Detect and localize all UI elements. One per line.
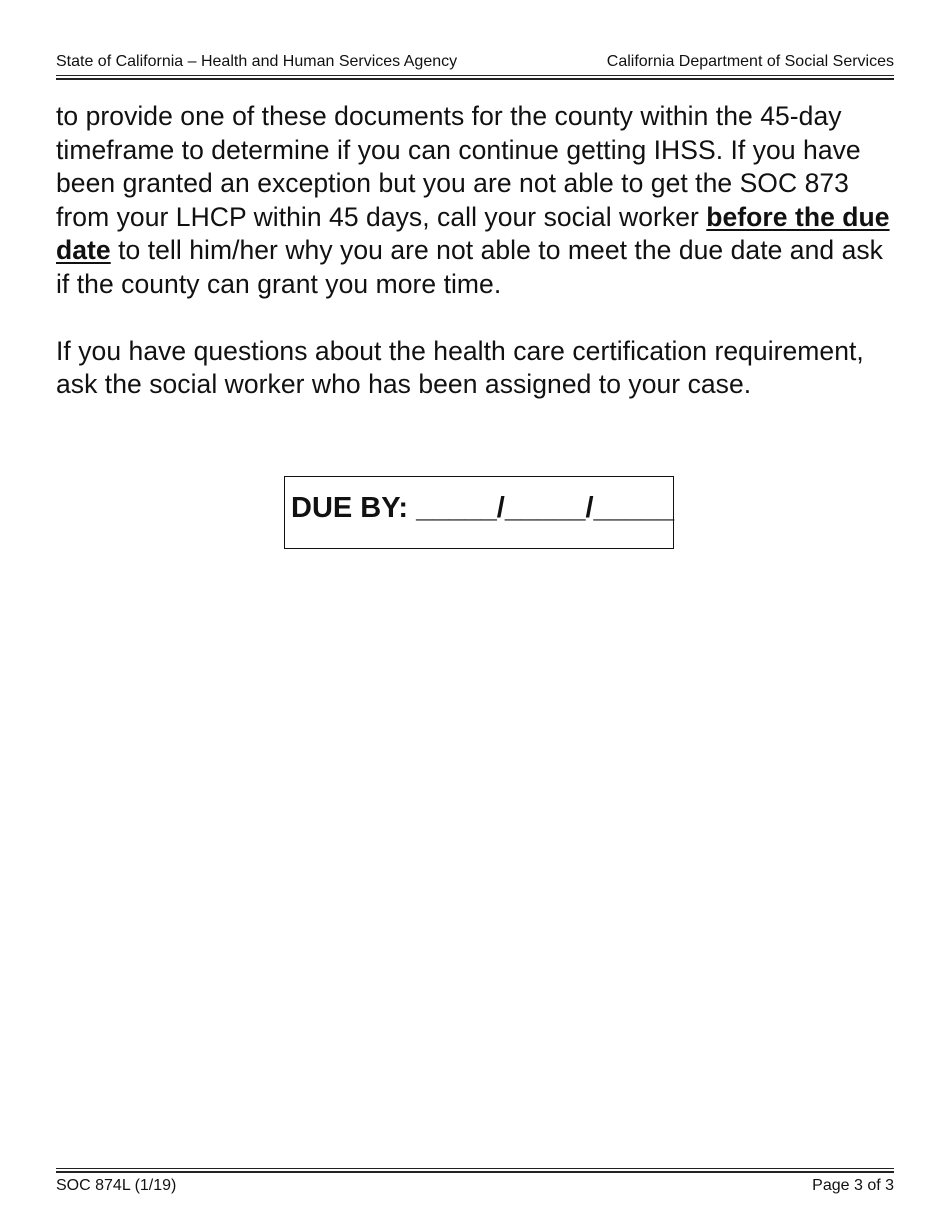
form-id: SOC 874L (1/19): [56, 1177, 177, 1194]
header-department: California Department of Social Services: [606, 53, 894, 70]
due-date-emphasis: before the due date: [56, 201, 890, 265]
paragraph-deadline-end: to tell him/her why you are not able to meet the due date and ask if the county can grant you more time.: [56, 235, 883, 299]
header-agency: State of California – Health and Human Services Agency: [56, 53, 458, 70]
due-by-box: [284, 476, 674, 549]
header-rule: [56, 75, 894, 80]
page-number: Page 3 of 3: [812, 1177, 894, 1194]
footer-rule: [56, 1168, 894, 1173]
paragraph-deadline-start: to provide one of these documents for the county within the 45-day timeframe to determine if you can continue getting IHSS. If you have been granted an exception but you are not able to get the SOC 873 from your LHCP within 45 days, call your social worker: [56, 101, 861, 232]
page-header: [56, 52, 894, 72]
document-body: [56, 100, 896, 435]
paragraph-deadline: [56, 100, 896, 301]
page-footer: [56, 1176, 894, 1196]
due-by-label: DUE BY: _____/_____/_____: [291, 492, 675, 524]
paragraph-questions: If you have questions about the health care certification requirement, ask the social worker who has been assigned to your case.: [56, 335, 864, 399]
